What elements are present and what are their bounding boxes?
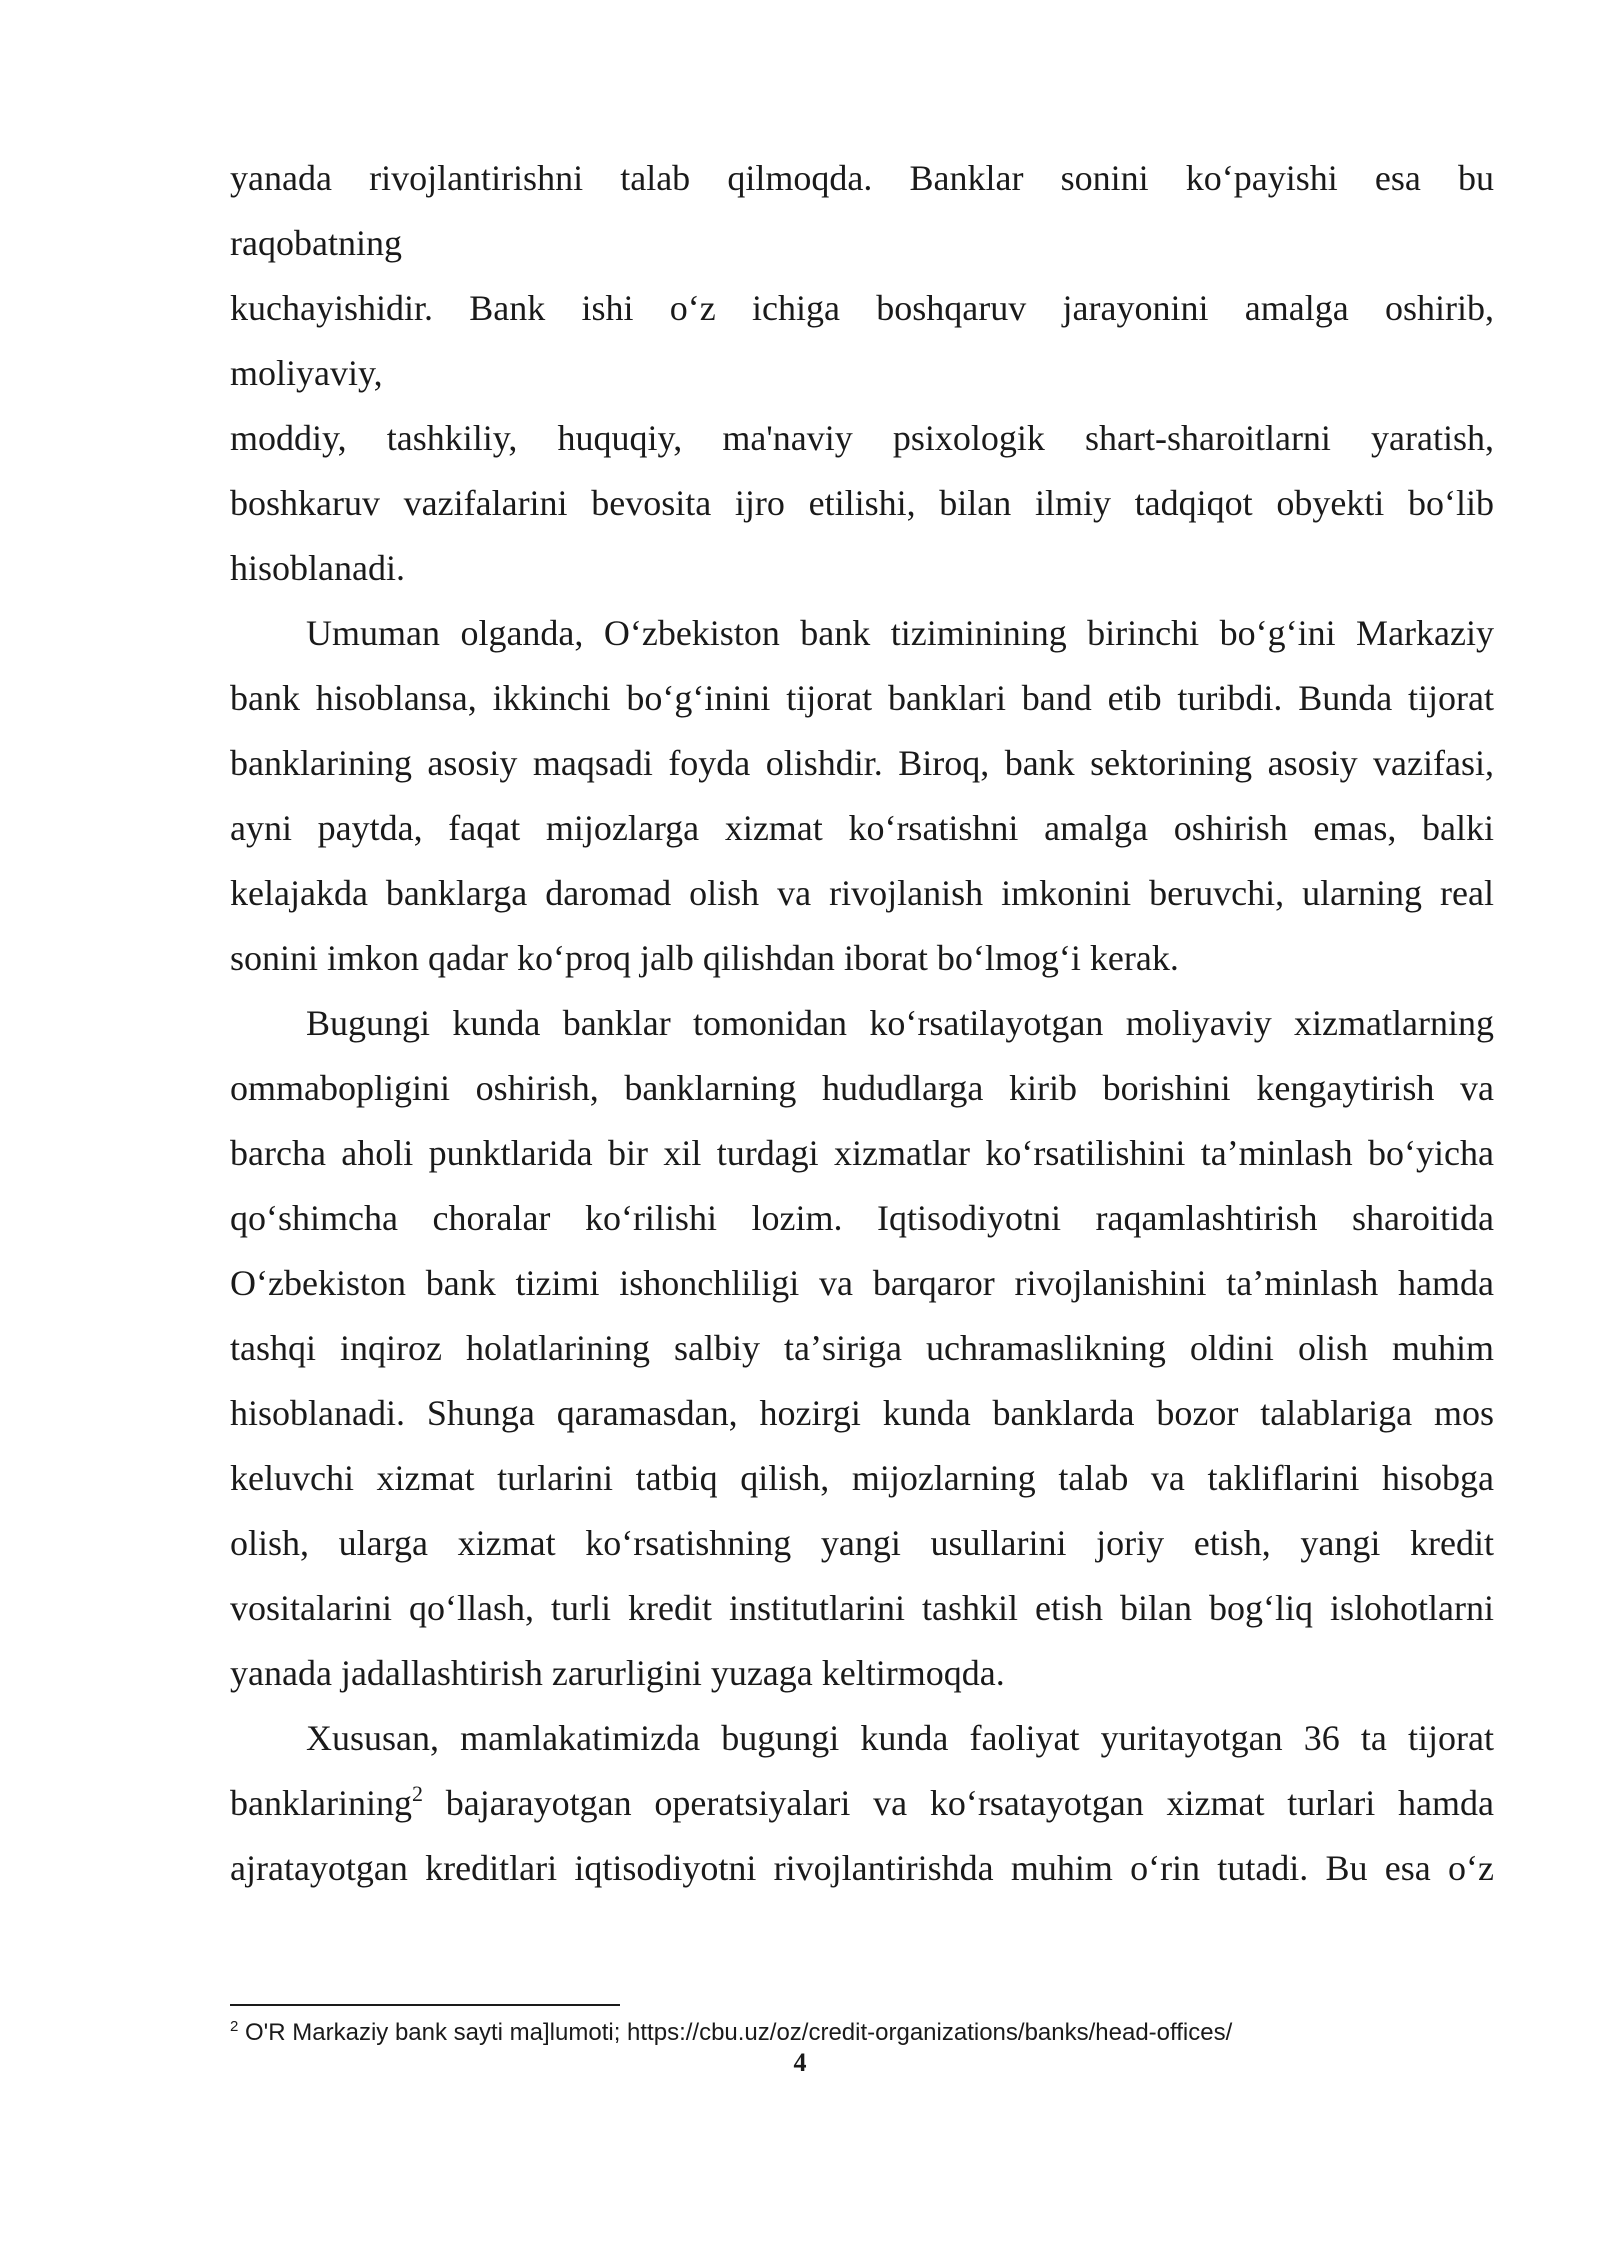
text-line: moliyaviy, <box>230 353 383 393</box>
text-line: kuchayishidir. Bank ishi oʻz ichiga boshqaruv jarayonini amalga oshirib, <box>230 288 1494 328</box>
paragraph-first-line: Umuman olganda, Oʻzbekiston bank tiziminining birinchi boʻgʻini Markaziy <box>306 613 1494 653</box>
text-line: yanada jadallashtirish zarurligini yuzaga keltirmoqda. <box>230 1653 1005 1693</box>
text-line: barcha aholi punktlarida bir xil turdagi xizmatlar koʻrsatilishini taʼminlash boʻyicha <box>230 1133 1494 1173</box>
page-number: 4 <box>793 2048 807 2077</box>
text-line: raqobatning <box>230 223 402 263</box>
text-line: ommabopligini oshirish, banklarning hududlarga kirib borishini kengaytirish va <box>230 1068 1494 1108</box>
text-line: yanada rivojlantirishni talab qilmoqda. Banklar sonini koʻpayishi esa bu <box>230 158 1494 198</box>
text-fragment: banklarining <box>230 1783 412 1823</box>
text-line: vositalarini qoʻllash, turli kredit institutlarini tashkil etish bilan bogʻliq islohotlarni <box>230 1588 1494 1628</box>
text-fragment: bajarayotgan operatsiyalari va koʻrsatayotgan xizmat turlari hamda <box>445 1783 1494 1823</box>
text-line: bank hisoblansa, ikkinchi boʻgʻinini tijorat banklari band etib turibdi. Bunda tijorat <box>230 678 1494 718</box>
text-line: qoʻshimcha choralar koʻrilishi lozim. Iqtisodiyotni raqamlashtirish sharoitida <box>230 1198 1494 1238</box>
text-line: moddiy, tashkiliy, huquqiy, ma'naviy psixologik shart-sharoitlarni yaratish, <box>230 418 1494 458</box>
text-line: tashqi inqiroz holatlarining salbiy taʼsiriga uchramaslikning oldini olish muhim <box>230 1328 1494 1368</box>
text-line: hisoblanadi. <box>230 548 405 588</box>
text-line: banklarining asosiy maqsadi foyda olishdir. Biroq, bank sektorining asosiy vazifasi, <box>230 743 1494 783</box>
text-line: olish, ularga xizmat koʻrsatishning yangi usullarini joriy etish, yangi kredit <box>230 1523 1494 1563</box>
text-line: boshkaruv vazifalarini bevosita ijro etilishi, bilan ilmiy tadqiqot obyekti boʻlib <box>230 483 1494 523</box>
text-line: Oʻzbekiston bank tizimi ishonchliligi va barqaror rivojlanishini taʼminlash hamda <box>230 1263 1494 1303</box>
text-line: hisoblanadi. Shunga qaramasdan, hozirgi kunda banklarda bozor talablariga mos <box>230 1393 1494 1433</box>
paragraph-first-line: Bugungi kunda banklar tomonidan koʻrsatilayotgan moliyaviy xizmatlarning <box>306 1003 1494 1043</box>
footnote-text: O'R Markaziy bank sayti ma]lumoti; https://cbu.uz/oz/credit-organizations/banks/head-offices/ <box>245 2019 1233 2046</box>
paragraph-first-line: Xususan, mamlakatimizda bugungi kunda faoliyat yuritayotgan 36 ta tijorat <box>306 1718 1494 1758</box>
text-line: ajratayotgan kreditlari iqtisodiyotni rivojlantirishda muhim oʻrin tutadi. Bu esa oʻz <box>230 1848 1494 1888</box>
text-line: keluvchi xizmat turlarini tatbiq qilish, mijozlarning talab va takliflarini hisobga <box>230 1458 1494 1498</box>
text-line: ayni paytda, faqat mijozlarga xizmat koʻrsatishni amalga oshirish emas, balki <box>230 808 1494 848</box>
footnote-separator <box>230 2004 620 2006</box>
text-line-with-footnote-ref <box>230 1771 1494 1836</box>
text-line: kelajakda banklarga daromad olish va rivojlanish imkonini beruvchi, ularning real <box>230 873 1494 913</box>
footnote-marker: 2 <box>230 2018 239 2035</box>
body-text <box>230 146 1494 1901</box>
footnote <box>230 2016 1232 2050</box>
text-line: sonini imkon qadar koʻproq jalb qilishdan iborat boʻlmogʻi kerak. <box>230 938 1179 978</box>
footnote-reference[interactable]: 2 <box>411 1781 423 1806</box>
